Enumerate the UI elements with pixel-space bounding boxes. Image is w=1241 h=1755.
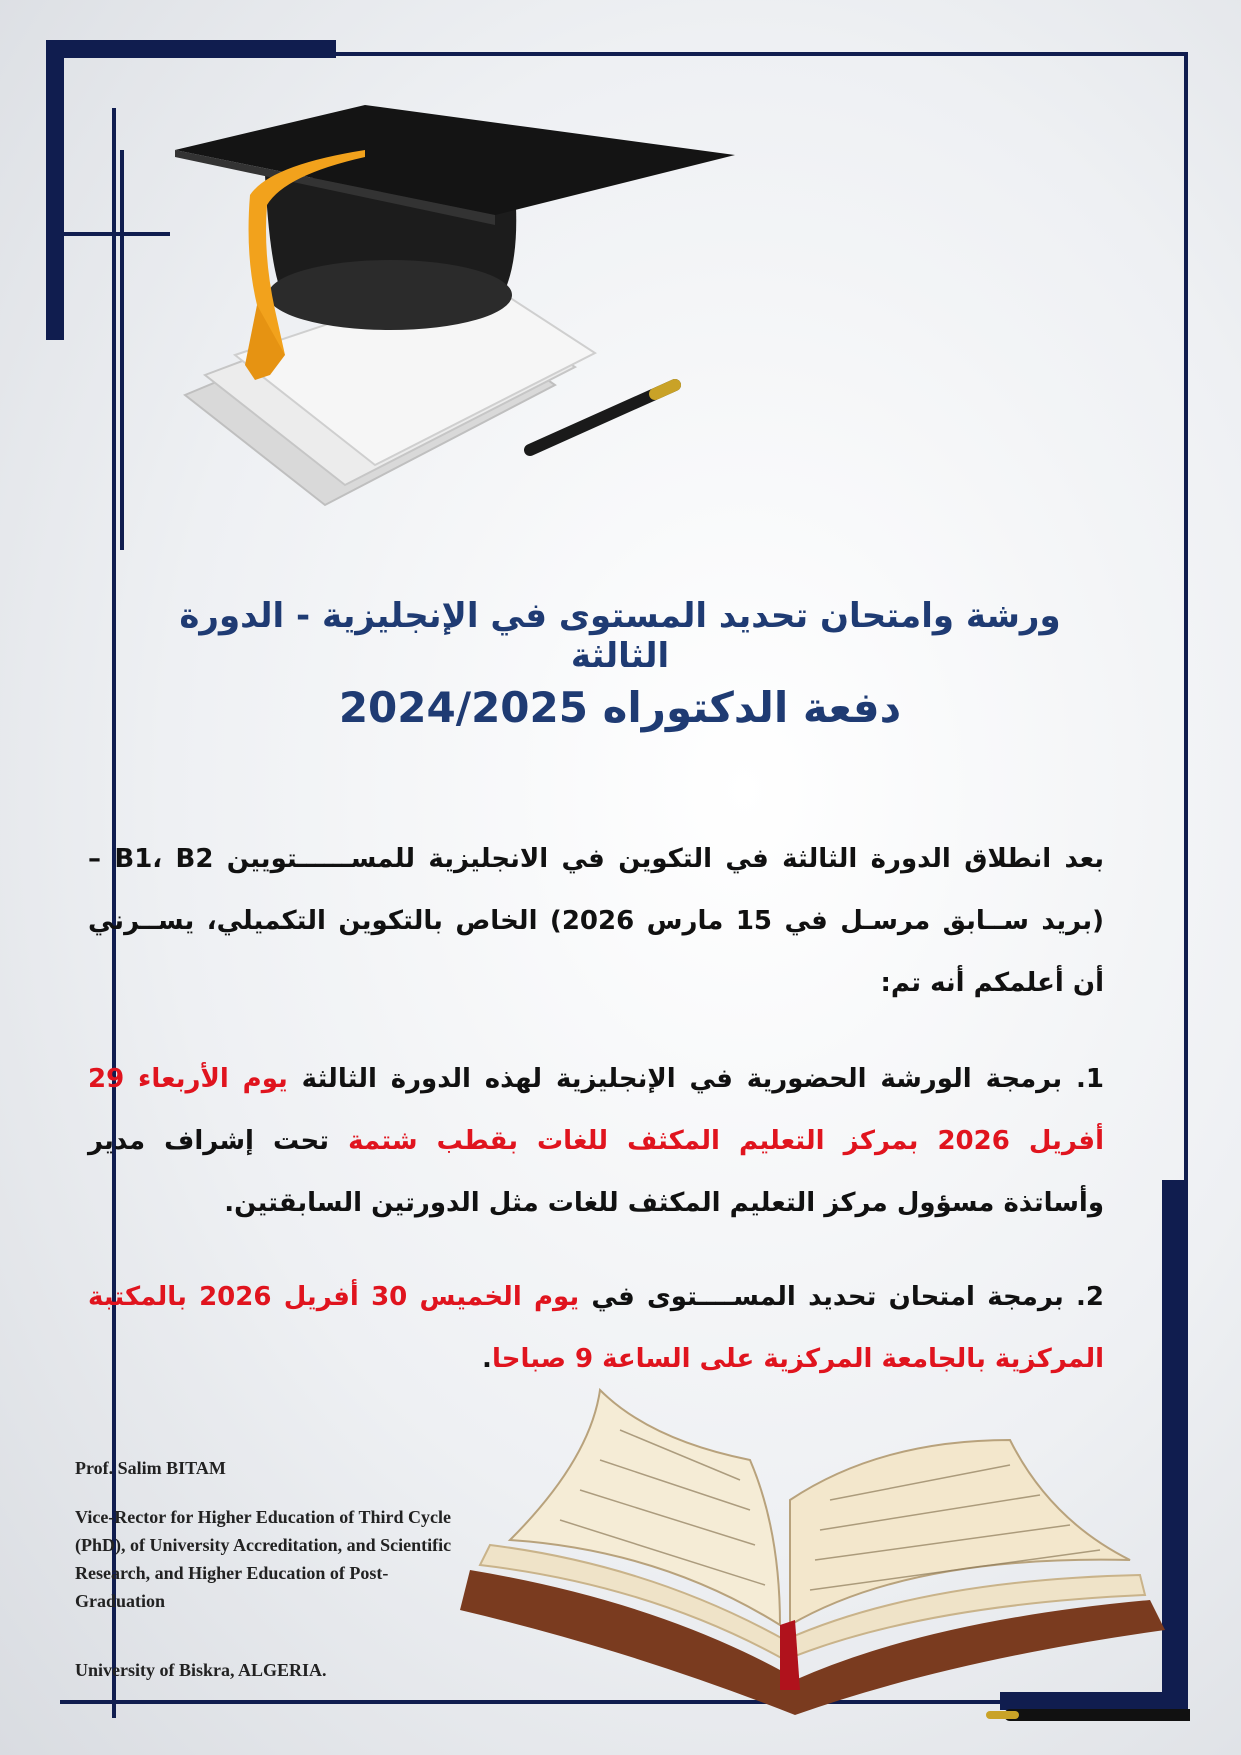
frame-line-top: [112, 52, 1188, 56]
open-book-illustration: [450, 1370, 1190, 1740]
item-text: برمجة امتحان تحديد المســــتوى في: [591, 1282, 1064, 1312]
item-text: برمجة الورشة الحضورية في الإنجليزية لهذه الدورة الثالثة: [301, 1064, 1063, 1094]
item-text: .: [482, 1344, 492, 1374]
frame-line-left-outer: [120, 150, 124, 550]
graduation-cap-illustration: [175, 105, 735, 525]
item-number: 2.: [1076, 1282, 1105, 1312]
page-subtitle: دفعة الدكتوراه 2024/2025: [338, 683, 902, 732]
signature-role: Vice-Rector for Higher Education of Third Cycle (PhD), of University Accreditation, and Scientific Research, and Higher Education of Post-Graduation: [75, 1507, 452, 1611]
item-highlight: يوم الخميس 30 أفريل 2026 بالمكتبة المركزية بالجامعة المركزية على الساعة 9 صباحا: [88, 1282, 1104, 1374]
signature-university: University of Biskra, ALGERIA.: [75, 1660, 327, 1680]
signature-name: Prof. Salim BITAM: [75, 1458, 226, 1478]
list-item-1: [88, 1048, 1104, 1234]
item-text: تحت إشراف مدير وأساتذة مسؤول مركز التعليم المكثف للغات مثل الدورتين السابقتين.: [88, 1126, 1104, 1218]
frame-corner-top-left-vertical: [46, 40, 64, 340]
intro-paragraph: بعد انطلاق الدورة الثالثة في التكوين في الانجليزية للمســــــتويين B1، B2 – (بريد ســابق مرسـل في 15 مارس 2026) الخاص بالتكوين التكميلي، يســرني أن أعلمكم أنه تم:: [88, 844, 1105, 998]
item-number: 1.: [1076, 1064, 1104, 1094]
item-highlight: يوم الأربعاء 29 أفريل 2026 بمركز التعليم المكثف للغات بقطب شتمة: [88, 1064, 1104, 1156]
frame-line-cross: [60, 232, 170, 236]
page-title: ورشة وامتحان تحديد المستوى في الإنجليزية - الدورة الثالثة: [179, 596, 1061, 676]
